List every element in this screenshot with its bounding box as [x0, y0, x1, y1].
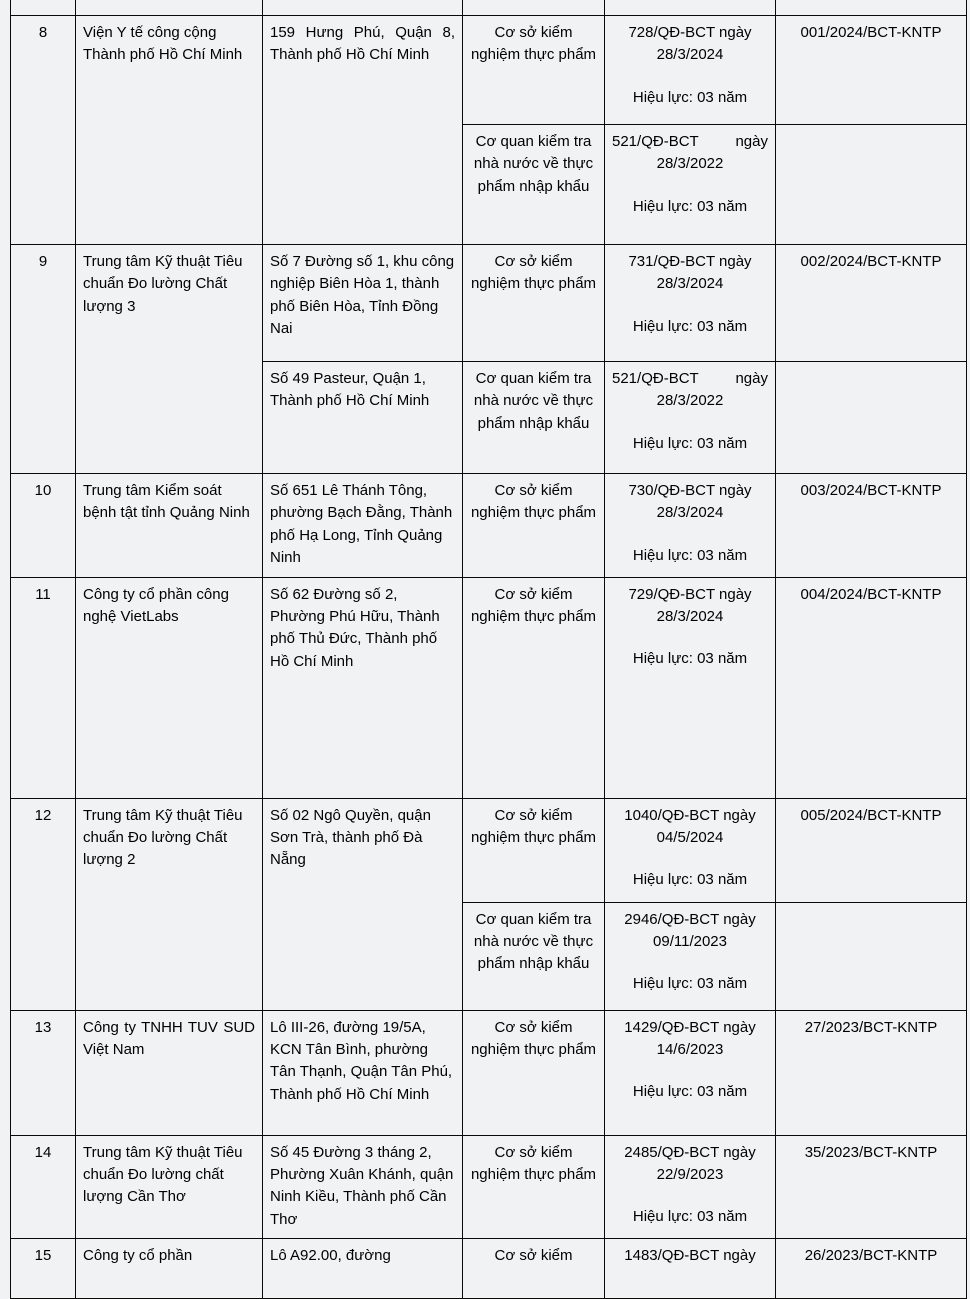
address-subtable: [263, 245, 462, 473]
cell-scope-group: [463, 245, 605, 474]
certificate-subtable: [776, 799, 966, 1010]
decision-number: 729/QĐ-BCT ngày 28/3/2024: [628, 585, 752, 626]
cell-address: Số 651 Lê Thánh Tông, phường Bạch Đằng, Thành phố Hạ Long, Tỉnh Quảng Ninh: [263, 474, 463, 578]
cell-scope-group: [463, 16, 605, 245]
decision-number: 730/QĐ-BCT ngày 28/3/2024: [628, 482, 752, 522]
cell-name: [76, 0, 263, 16]
table-row: [11, 1135, 967, 1239]
cell-certificate: 003/2024/BCT-KNTP: [776, 474, 967, 578]
table-row: [11, 1010, 967, 1135]
cell-address: Lô III-26, đường 19/5A, KCN Tân Bình, phường Tân Thạnh, Quận Tân Phú, Thành phố Hồ Chí Minh: [263, 1010, 463, 1135]
scope-subtable: [463, 16, 604, 244]
validity-text: Hiệu lực: 03 năm: [632, 197, 748, 215]
cell-name: Công ty cổ phần: [76, 1239, 263, 1299]
cell-address: Số 02 Ngô Quyền, quận Sơn Trà, thành phố Đà Nẵng: [263, 798, 463, 1010]
cell-decision: [605, 1135, 776, 1239]
cell-certificate: [776, 362, 966, 474]
cell-scope: Cơ sở kiểm nghiệm thực phẩm: [463, 16, 604, 125]
cell-scope: Cơ sở kiểm nghiệm thực phẩm: [463, 799, 604, 903]
cell-decision: [605, 1010, 776, 1135]
cell-scope: Cơ sở kiểm nghiệm thực phẩm: [463, 1135, 605, 1239]
cell-stt: 8: [11, 16, 76, 245]
validity-text: Hiệu lực: 03 năm: [632, 546, 748, 564]
table-body: [11, 0, 967, 1299]
decision-number: 521/QĐ-BCT ngày 28/3/2022: [612, 370, 768, 410]
cell-address: 159 Hưng Phú, Quận 8, Thành phố Hồ Chí Minh: [263, 16, 463, 245]
validity-text: Hiệu lực: 03 năm: [632, 871, 748, 889]
validity-text: Hiệu lực: 03 năm: [632, 317, 748, 335]
table-row: [11, 798, 967, 1010]
cell-address: Số 49 Pasteur, Quận 1, Thành phố Hồ Chí Minh: [263, 362, 462, 474]
cell-name: Công ty cổ phần công nghệ VietLabs: [76, 577, 263, 798]
cell-certificate-group: [776, 245, 967, 474]
cell-certificate: [776, 125, 966, 245]
cell-scope: Cơ sở kiểm nghiệm thực phẩm: [463, 577, 605, 798]
decision-number: 1429/QĐ-BCT ngày 14/6/2023: [624, 1018, 756, 1059]
table-row-previous-clipped: [11, 0, 967, 16]
decision-number: 2946/QĐ-BCT ngày 09/11/2023: [624, 910, 756, 951]
cell-certificate: [776, 902, 966, 1010]
cell-scope: Cơ sở kiểm: [463, 1239, 605, 1299]
cell-scope: Cơ quan kiểm tra nhà nước về thực phẩm nhập khẩu: [463, 362, 604, 474]
cell-decision: [605, 125, 775, 245]
cell-decision: [605, 0, 776, 16]
cell-address-group: [263, 245, 463, 474]
cell-decision: [605, 902, 775, 1010]
cell-certificate: 004/2024/BCT-KNTP: [776, 577, 967, 798]
cell-scope: Cơ sở kiểm nghiệm thực phẩm: [463, 474, 605, 578]
cell-stt: 15: [11, 1239, 76, 1299]
validity-text: Hiệu lực: 03 năm: [632, 650, 748, 668]
cell-address: [263, 0, 463, 16]
cell-decision-group: [605, 16, 776, 245]
cell-decision: [605, 577, 776, 798]
cell-name: Viện Y tế công cộng Thành phố Hồ Chí Minh: [76, 16, 263, 245]
cell-certificate: 27/2023/BCT-KNTP: [776, 1010, 967, 1135]
cell-scope: Cơ sở kiểm nghiệm thực phẩm: [463, 245, 604, 362]
cell-stt: [11, 0, 76, 16]
certificate-subtable: [776, 245, 966, 473]
cell-certificate: 35/2023/BCT-KNTP: [776, 1135, 967, 1239]
cell-name: Trung tâm Kỹ thuật Tiêu chuẩn Đo lường Chất lượng 3: [76, 245, 263, 474]
cell-certificate-group: [776, 798, 967, 1010]
cell-address: Số 45 Đường 3 tháng 2, Phường Xuân Khánh, quận Ninh Kiều, Thành phố Cần Thơ: [263, 1135, 463, 1239]
cell-stt: 13: [11, 1010, 76, 1135]
decision-subtable: [605, 16, 775, 244]
cell-certificate: 005/2024/BCT-KNTP: [776, 799, 966, 903]
cell-address: Số 62 Đường số 2, Phường Phú Hữu, Thành phố Thủ Đức, Thành phố Hồ Chí Minh: [263, 577, 463, 798]
table-row: [11, 577, 967, 798]
cell-decision: [605, 16, 775, 125]
cell-scope: Cơ quan kiểm tra nhà nước về thực phẩm nhập khẩu: [463, 902, 604, 1010]
cell-certificate-group: [776, 16, 967, 245]
cell-decision: [605, 799, 775, 903]
cell-stt: 11: [11, 577, 76, 798]
table-row-clipped: [11, 1239, 967, 1299]
decision-number: 728/QĐ-BCT ngày 28/3/2024: [628, 24, 752, 64]
cell-scope: Cơ sở kiểm nghiệm thực phẩm: [463, 1010, 605, 1135]
decision-number: 2485/QĐ-BCT ngày 22/9/2023: [624, 1143, 756, 1184]
cell-name: Trung tâm Kỹ thuật Tiêu chuẩn Đo lường chất lượng Cần Thơ: [76, 1135, 263, 1239]
decision-subtable: [605, 245, 775, 473]
decision-number: 1040/QĐ-BCT ngày 04/5/2024: [624, 806, 756, 847]
cell-scope: Cơ quan kiểm tra nhà nước về thực phẩm nhập khẩu: [463, 125, 604, 245]
decision-number: 731/QĐ-BCT ngày 28/3/2024: [628, 253, 752, 293]
cell-stt: 14: [11, 1135, 76, 1239]
cell-decision-group: [605, 245, 776, 474]
cell-scope-group: [463, 798, 605, 1010]
cell-stt: 12: [11, 798, 76, 1010]
validity-text: Hiệu lực: 03 năm: [632, 434, 748, 452]
scope-subtable: [463, 245, 604, 473]
cell-decision: [605, 362, 775, 474]
decision-subtable: [605, 799, 775, 1010]
decision-number: 521/QĐ-BCT ngày 28/3/2022: [612, 133, 768, 173]
cell-name: Công ty TNHH TUV SUD Việt Nam: [76, 1010, 263, 1135]
cell-address: Số 7 Đường số 1, khu công nghiệp Biên Hòa 1, thành phố Biên Hòa, Tỉnh Đồng Nai: [263, 245, 462, 362]
cell-certificate: 001/2024/BCT-KNTP: [776, 16, 966, 125]
cell-stt: 10: [11, 474, 76, 578]
table-row: [11, 245, 967, 474]
validity-text: Hiệu lực: 03 năm: [632, 1208, 748, 1226]
cell-name: Trung tâm Kiểm soát bệnh tật tỉnh Quảng Ninh: [76, 474, 263, 578]
validity-text: Hiệu lực: 03 năm: [632, 88, 748, 106]
cell-certificate: 26/2023/BCT-KNTP: [776, 1239, 967, 1299]
cell-decision: 1483/QĐ-BCT ngày: [605, 1239, 776, 1299]
cell-name: Trung tâm Kỹ thuật Tiêu chuẩn Đo lường Chất lượng 2: [76, 798, 263, 1010]
certificate-subtable: [776, 16, 966, 244]
validity-text: Hiệu lực: 03 năm: [632, 975, 748, 993]
cell-decision-group: [605, 798, 776, 1010]
certification-table: [10, 0, 967, 1299]
cell-scope: [463, 0, 605, 16]
cell-stt: 9: [11, 245, 76, 474]
validity-text: Hiệu lực: 03 năm: [632, 1083, 748, 1101]
cell-decision: [605, 474, 776, 578]
table-row: [11, 474, 967, 578]
table-row: [11, 16, 967, 245]
cell-address: Lô A92.00, đường: [263, 1239, 463, 1299]
cell-certificate: 002/2024/BCT-KNTP: [776, 245, 966, 362]
cell-certificate: [776, 0, 967, 16]
scope-subtable: [463, 799, 604, 1010]
cell-decision: [605, 245, 775, 362]
